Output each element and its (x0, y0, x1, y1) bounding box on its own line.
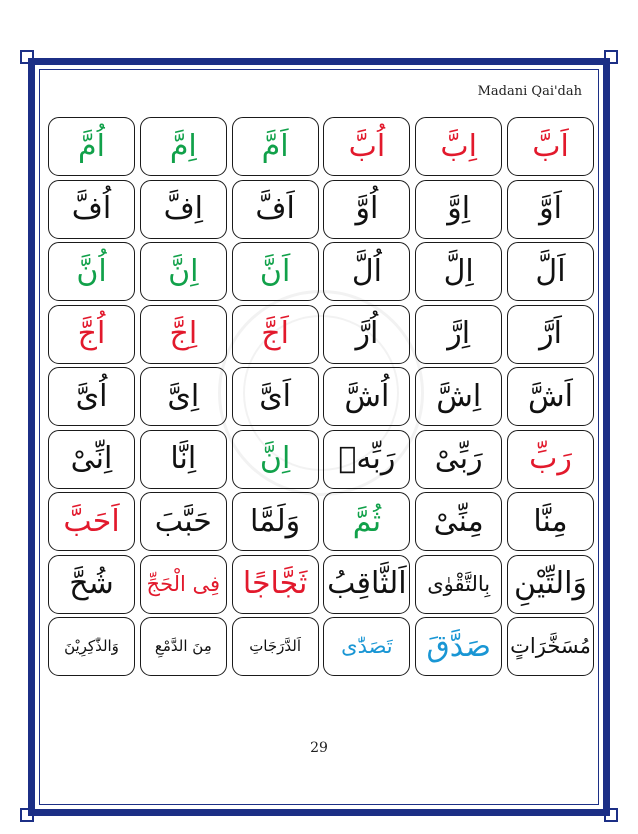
letter-cell: اَفَّ (232, 180, 319, 239)
letter-cell: اَرَّ (507, 305, 594, 364)
letter-cell: فِی الْحَجِّ (140, 555, 227, 614)
letter-cell: اِنَّ (232, 430, 319, 489)
letter-cell: اَنَّ (232, 242, 319, 301)
letter-cell: اُبَّ (323, 117, 410, 176)
letter-cell: اَلثَّاقِبُ (323, 555, 410, 614)
letter-cell: اِفَّ (140, 180, 227, 239)
letter-cell: اُلَّ (323, 242, 410, 301)
letter-cell: اِبَّ (415, 117, 502, 176)
letter-cell: وَلَمَّا (232, 492, 319, 551)
letter-cell: اَحَبَّ (48, 492, 135, 551)
letter-cell: اُرَّ (323, 305, 410, 364)
letter-cell: مُسَخَّرَاتٍ (507, 617, 594, 676)
letter-cell: اُوَّ (323, 180, 410, 239)
letter-cell: اِشَّ (415, 367, 502, 426)
letter-cell: اَمَّ (232, 117, 319, 176)
letter-cell: اُیَّ (48, 367, 135, 426)
letter-cell: رَبِّیْ (415, 430, 502, 489)
letter-cell: مِنَ الدَّمْعِ (140, 617, 227, 676)
letter-cell: وَالتِّیْنِ (507, 555, 594, 614)
letter-cell: اِلَّ (415, 242, 502, 301)
letter-cell: اِجَّ (140, 305, 227, 364)
letter-cell: وَالذّٰکِرِیْنَ (48, 617, 135, 676)
letter-cell: رَبِّ (507, 430, 594, 489)
page-header-title: Madani Qai'dah (477, 84, 582, 99)
letter-grid (48, 117, 594, 676)
letter-cell: اَشَّ (507, 367, 594, 426)
letter-cell: اِرَّ (415, 305, 502, 364)
letter-cell: اَلَّ (507, 242, 594, 301)
letter-cell: اَلدَّرَجَاتِ (232, 617, 319, 676)
letter-cell: اِنِّیْ (48, 430, 135, 489)
letter-cell: اُفَّ (48, 180, 135, 239)
letter-cell: اُمَّ (48, 117, 135, 176)
letter-cell: ثُمَّ (323, 492, 410, 551)
letter-cell: مِنَّا (507, 492, 594, 551)
page-number: 29 (310, 740, 328, 756)
letter-cell: اِیَّ (140, 367, 227, 426)
letter-cell: اَجَّ (232, 305, 319, 364)
letter-cell: اِوَّ (415, 180, 502, 239)
letter-cell: صَدَّقَ (415, 617, 502, 676)
letter-cell: اُنَّ (48, 242, 135, 301)
letter-cell: بِالتَّقْوٰی (415, 555, 502, 614)
letter-cell: اُشَّ (323, 367, 410, 426)
letter-cell: اَیَّ (232, 367, 319, 426)
letter-cell: اُجَّ (48, 305, 135, 364)
letter-cell: اَبَّ (507, 117, 594, 176)
letter-cell: اِنَّا (140, 430, 227, 489)
letter-cell: مِنِّیْ (415, 492, 502, 551)
letter-cell: ثَجَّاجًا (232, 555, 319, 614)
letter-cell: شُحَّ (48, 555, 135, 614)
letter-cell: اَوَّ (507, 180, 594, 239)
letter-cell: اِمَّ (140, 117, 227, 176)
letter-cell: اِنَّ (140, 242, 227, 301)
letter-cell: حَبَّبَ (140, 492, 227, 551)
letter-cell: تَصَدّٰی (323, 617, 410, 676)
letter-cell: رَبِّهٖ (323, 430, 410, 489)
